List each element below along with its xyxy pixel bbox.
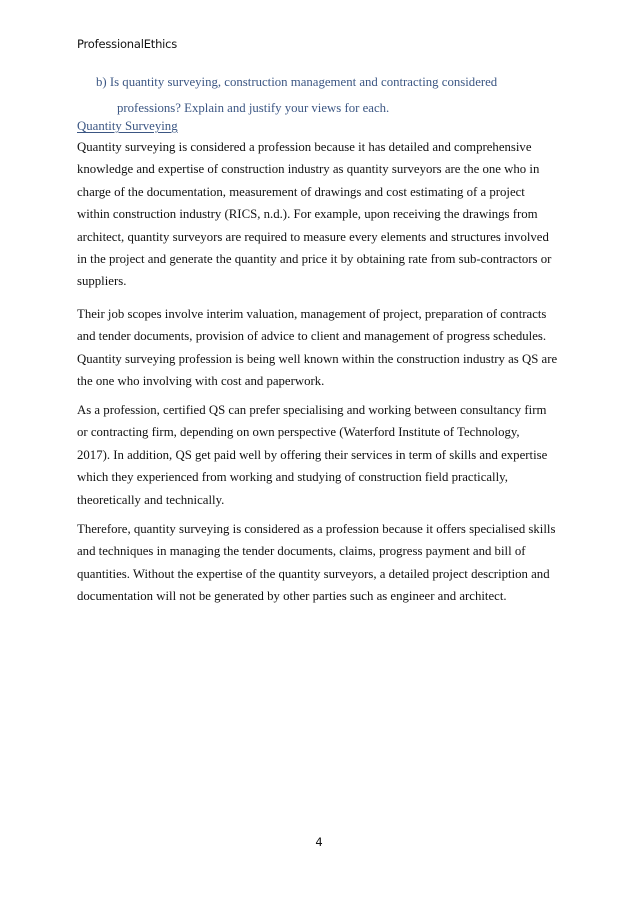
text-line: Their job scopes involve interim valuation, management of project, preparation of contracts	[77, 307, 547, 321]
text-line: Therefore, quantity surveying is considered as a profession because it offers specialised skills	[77, 522, 556, 536]
section-heading: Quantity Surveying	[77, 119, 178, 133]
text-line: As a profession, certified QS can prefer specialising and working between consultancy firm	[77, 403, 547, 417]
text-line: Quantity surveying profession is being well known within the construction industry as QS are	[77, 351, 558, 366]
page-number: 4	[315, 835, 323, 849]
text-line: quantities. Without the expertise of the quantity surveyors, a detailed project description and	[77, 566, 550, 581]
question-line: b) Is quantity surveying, construction management and contracting considered	[96, 75, 498, 89]
text-line: which they experienced from working and studying of construction field practically,	[77, 470, 508, 485]
text-line: within construction industry (RICS, n.d.). For example, upon receiving the drawings from	[77, 207, 538, 222]
running-header: ProfessionalEthics	[77, 37, 178, 51]
text-line: knowledge and expertise of construction industry as quantity surveyors are the one who in	[77, 162, 540, 177]
paragraph-1	[77, 136, 567, 293]
text-line: suppliers.	[77, 274, 127, 289]
text-line: the one who involving with cost and paperwork.	[77, 374, 325, 389]
text-line: documentation will not be generated by other parties such as engineer and architect.	[77, 589, 507, 604]
paragraph-2	[77, 303, 567, 393]
text-line: 2017). In addition, QS get paid well by offering their services in term of skills and expertise	[77, 447, 548, 462]
text-line: or contracting firm, depending on own perspective (Waterford Institute of Technology,	[77, 425, 520, 440]
text-line: charge of the documentation, measurement of drawings and cost estimating of a project	[77, 184, 525, 199]
text-line: in the project and generate the quantity and price it by obtaining rate from sub-contractors or	[77, 251, 552, 266]
text-line: Quantity surveying is considered a profession because it has detailed and comprehensive	[77, 140, 532, 154]
paragraph-3	[77, 399, 567, 511]
text-line: architect, quantity surveyors are required to measure every elements and structures involved	[77, 229, 549, 244]
question-item	[96, 69, 566, 121]
text-line: and techniques in managing the tender documents, claims, progress payment and bill of	[77, 544, 526, 559]
question-line: professions? Explain and justify your views for each.	[117, 101, 390, 115]
paragraph-4	[77, 518, 567, 608]
text-line: and tender documents, provision of advice to client and management of progress schedules.	[77, 329, 547, 344]
text-line: theoretically and technically.	[77, 492, 225, 507]
